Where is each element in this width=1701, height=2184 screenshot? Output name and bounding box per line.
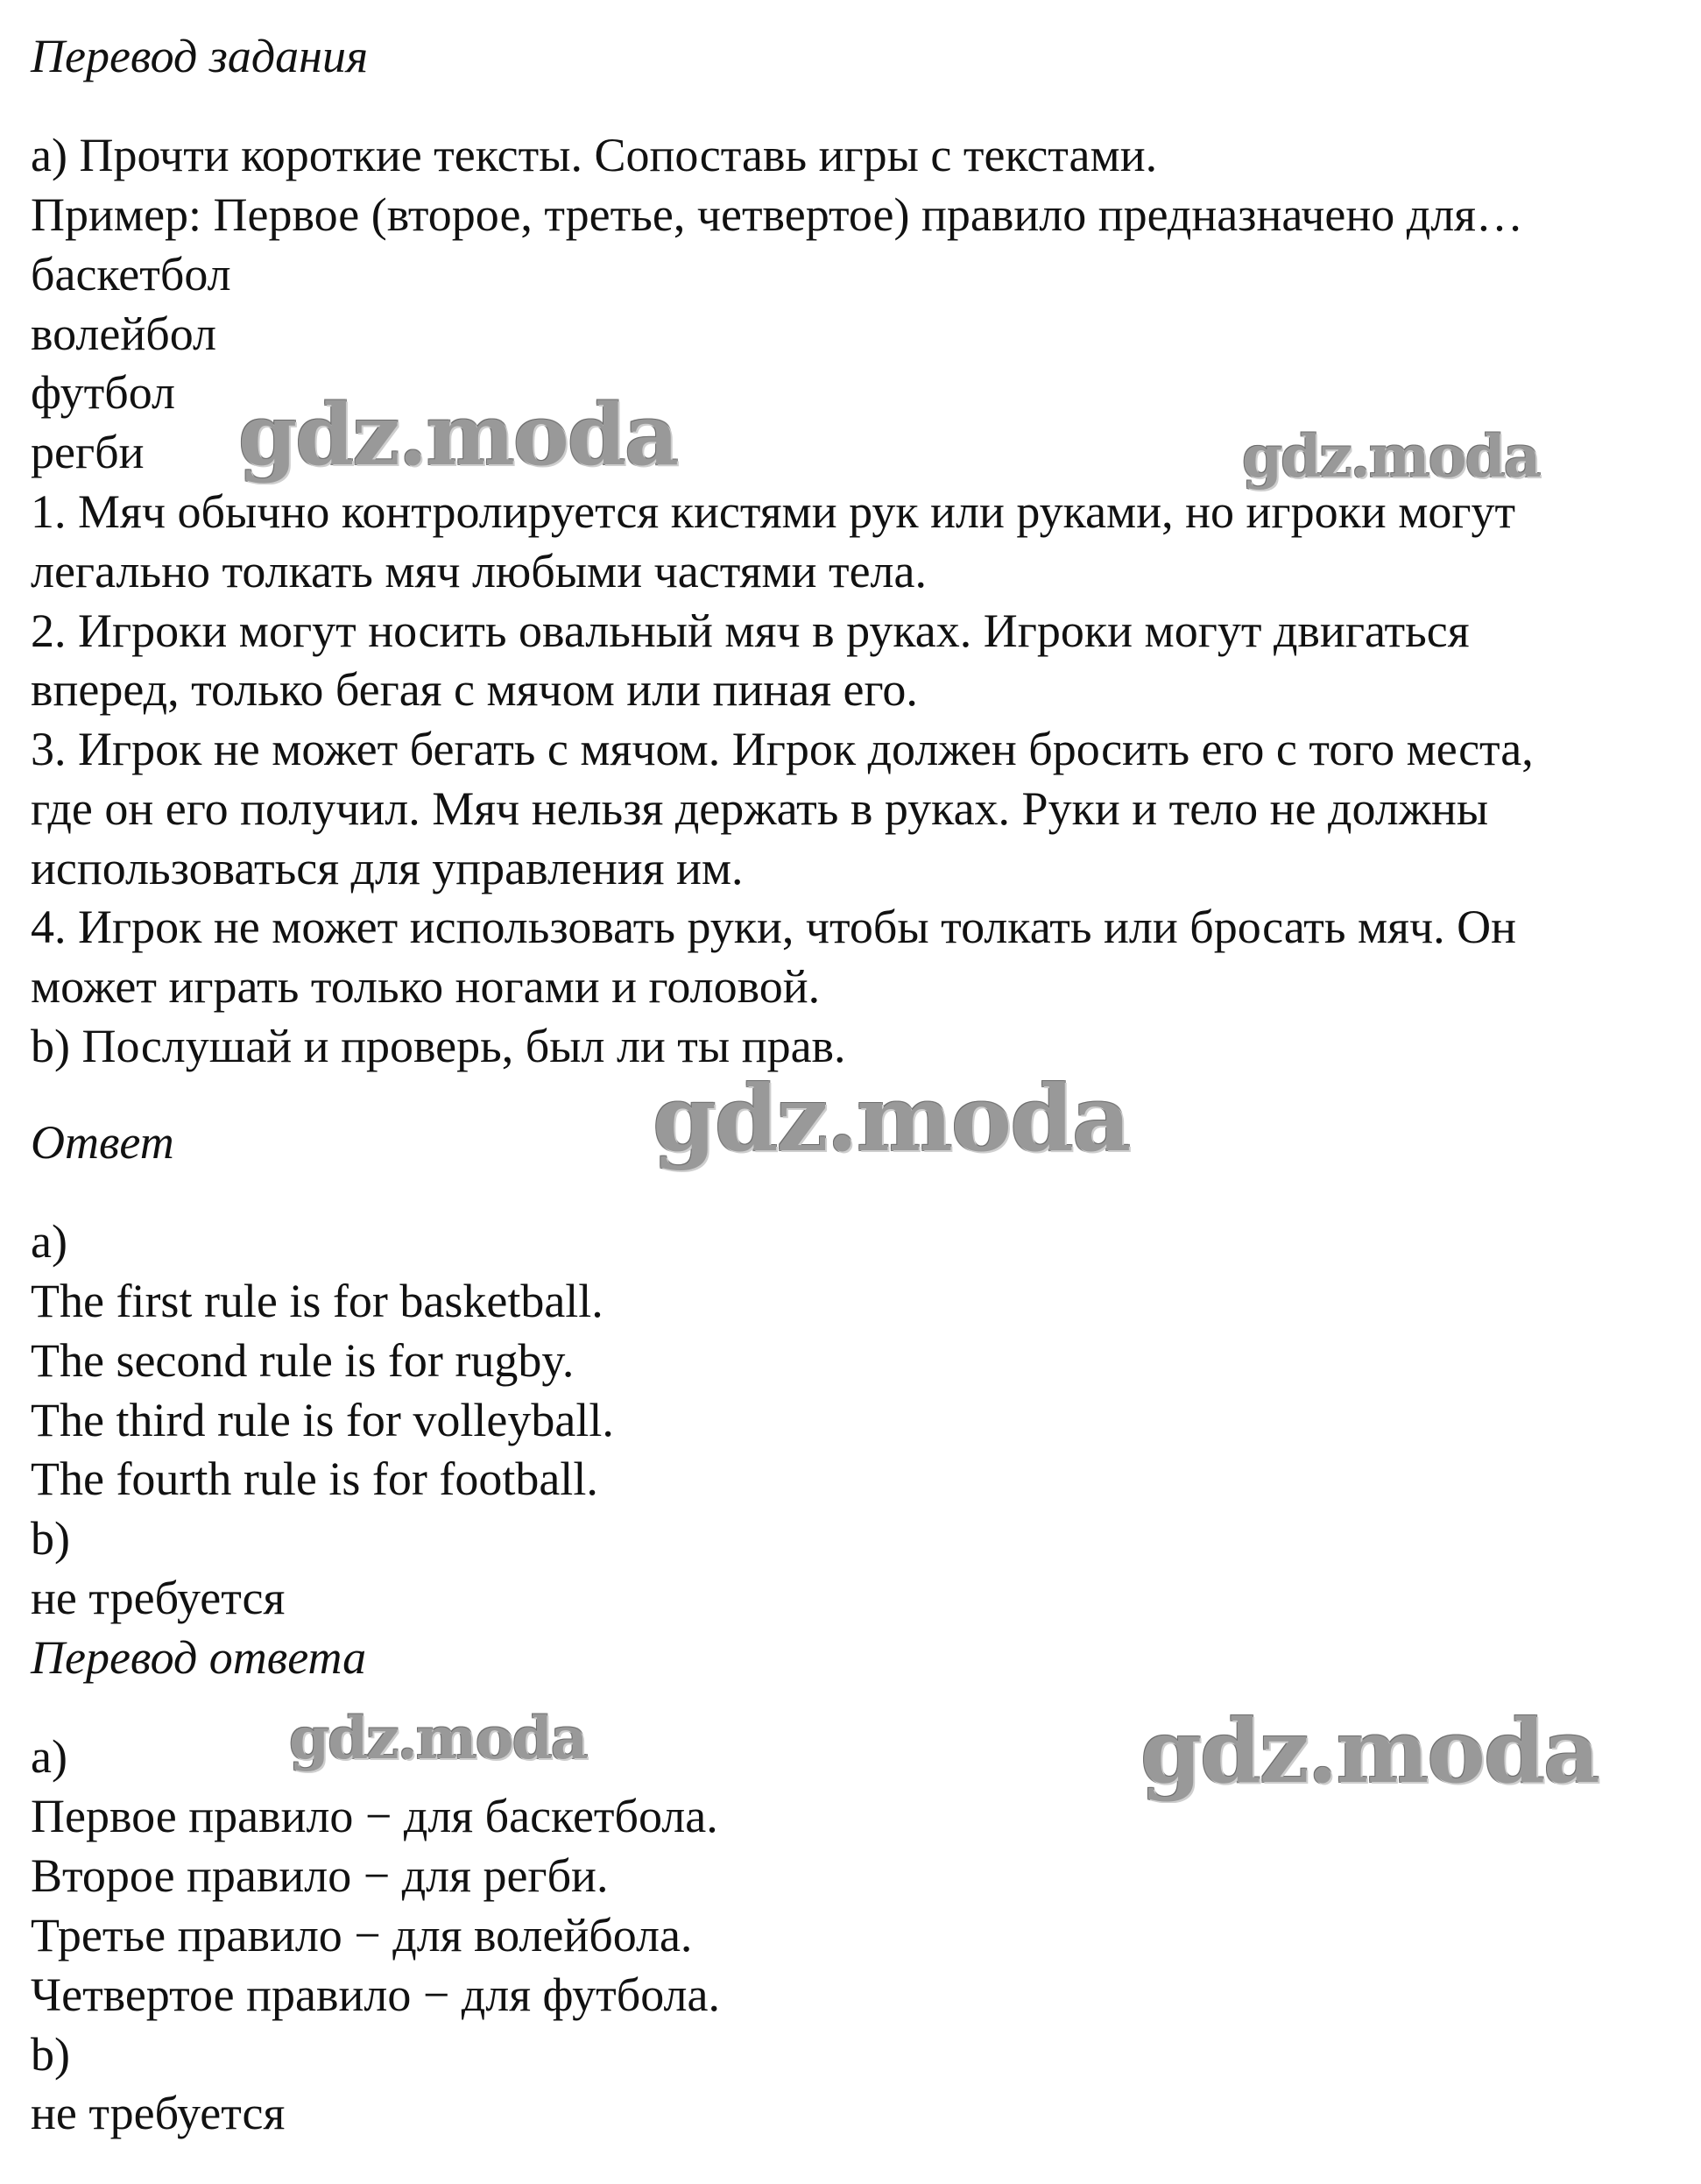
task-line: футбол	[31, 366, 175, 419]
answer-translation-line: a)	[31, 1730, 67, 1783]
task-line: 4. Игрок не может использовать руки, чтобы толкать или бросать мяч. Он	[31, 901, 1517, 953]
task-line: легально толкать мяч любыми частями тела.	[31, 545, 927, 597]
answer-line: a)	[31, 1215, 67, 1268]
answer-translation-heading: Перевод ответа	[31, 1631, 367, 1684]
task-translation-heading: Перевод задания	[31, 30, 369, 82]
task-line: Пример: Первое (второе, третье, четвертое) правило предназначено для…	[31, 188, 1524, 241]
answer-line: b)	[31, 1512, 70, 1565]
task-line: может играть только ногами и головой.	[31, 960, 821, 1013]
task-line: регби	[31, 426, 145, 478]
answer-translation-line: b)	[31, 2028, 70, 2081]
answer-translation-line: не требуется	[31, 2087, 286, 2139]
task-line: 3. Игрок не может бегать с мячом. Игрок должен бросить его с того места,	[31, 723, 1534, 775]
task-line: вперед, только бегая с мячом или пиная его.	[31, 663, 918, 716]
answer-translation-line: Третье правило − для волейбола.	[31, 1909, 693, 1961]
answer-line: The third rule is for volleyball.	[31, 1394, 614, 1446]
task-line: использоваться для управления им.	[31, 842, 744, 894]
answer-translation-line: Второе правило − для регби.	[31, 1849, 609, 1902]
answer-line: The fourth rule is for football.	[31, 1452, 598, 1505]
watermark: gdz.moda	[289, 1704, 587, 1772]
watermark: gdz.moda	[653, 1064, 1130, 1172]
answer-heading: Ответ	[31, 1116, 174, 1169]
task-line: баскетбол	[31, 248, 231, 300]
task-line: a) Прочти короткие тексты. Сопоставь игры с текстами.	[31, 129, 1158, 181]
answer-line: The first rule is for basketball.	[31, 1275, 603, 1327]
watermark: gdz.moda	[238, 385, 678, 484]
task-line: 2. Игроки могут носить овальный мяч в руках. Игроки могут двигаться	[31, 604, 1470, 657]
answer-translation-line: Первое правило − для баскетбола.	[31, 1790, 718, 1842]
task-line: где он его получил. Мяч нельзя держать в руках. Руки и тело не должны	[31, 782, 1489, 835]
answer-line: не требуется	[31, 1572, 286, 1624]
watermark: gdz.moda	[1242, 422, 1540, 491]
answer-line: The second rule is for rugby.	[31, 1334, 575, 1387]
task-line: волейбол	[31, 307, 216, 360]
task-line: 1. Мяч обычно контролируется кистями рук или руками, но игроки могут	[31, 485, 1516, 538]
answer-translation-line: Четвертое правило − для футбола.	[31, 1968, 720, 2021]
watermark: gdz.moda	[1140, 1700, 1599, 1803]
task-line: b) Послушай и проверь, был ли ты прав.	[31, 1020, 846, 1072]
